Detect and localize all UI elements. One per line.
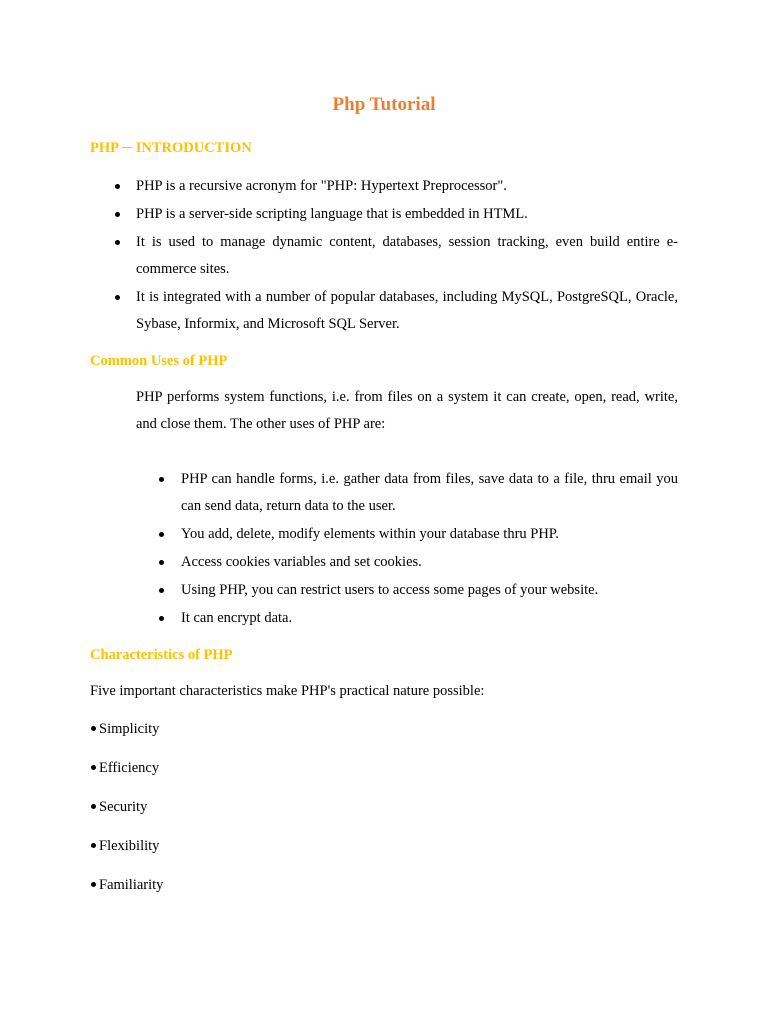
common-uses-intro: PHP performs system functions, i.e. from files on a system it can create, open, read, write, and close them. The other uses of PHP are: (136, 389, 678, 432)
bullet-dot (91, 804, 96, 809)
characteristic-label: Familiarity (99, 877, 164, 893)
characteristic-label: Efficiency (99, 760, 160, 776)
characteristic-item (90, 797, 147, 817)
characteristic-item (90, 719, 159, 739)
bullet-dot (159, 588, 164, 593)
uses-bullet-3: Access cookies variables and set cookies. (181, 554, 422, 570)
characteristic-item (90, 836, 159, 856)
uses-bullet-4: Using PHP, you can restrict users to access some pages of your website. (181, 582, 599, 598)
characteristic-item (90, 875, 163, 895)
characteristic-label: Simplicity (99, 721, 160, 737)
bullet-dot (115, 295, 120, 300)
document-title: Php Tutorial (332, 94, 436, 115)
bullet-dot (159, 532, 164, 537)
bullet-dot (91, 726, 96, 731)
characteristics-intro: Five important characteristics make PHP's practical nature possible: (90, 683, 485, 699)
intro-bullet-3: It is used to manage dynamic content, databases, session tracking, even build entire e-commerce sites. (136, 234, 678, 277)
bullet-dot (159, 477, 164, 482)
uses-bullet-1: PHP can handle forms, i.e. gather data from files, save data to a file, thru email you can send data, return data to the user. (181, 471, 678, 514)
bullet-dot (115, 240, 120, 245)
intro-bullet-2: PHP is a server-side scripting language that is embedded in HTML. (136, 206, 528, 222)
bullet-dot (91, 882, 96, 887)
bullet-dot (91, 843, 96, 848)
uses-bullet-5: It can encrypt data. (181, 610, 293, 626)
uses-bullet-2: You add, delete, modify elements within your database thru PHP. (181, 526, 559, 542)
heading-introduction: PHP ─ INTRODUCTION (90, 140, 252, 156)
characteristic-item (90, 758, 159, 778)
bullet-dot (115, 212, 120, 217)
bullet-dot (115, 184, 120, 189)
characteristic-label: Flexibility (99, 838, 160, 854)
heading-common-uses: Common Uses of PHP (90, 353, 228, 369)
bullet-dot (159, 616, 164, 621)
characteristic-label: Security (99, 799, 148, 815)
heading-characteristics: Characteristics of PHP (90, 647, 233, 663)
bullet-dot (91, 765, 96, 770)
intro-bullet-4: It is integrated with a number of popular databases, including MySQL, PostgreSQL, Oracle, Sybase, Informix, and Microsoft SQL Server. (136, 289, 678, 332)
intro-bullet-1: PHP is a recursive acronym for "PHP: Hypertext Preprocessor". (136, 178, 507, 194)
bullet-dot (159, 560, 164, 565)
